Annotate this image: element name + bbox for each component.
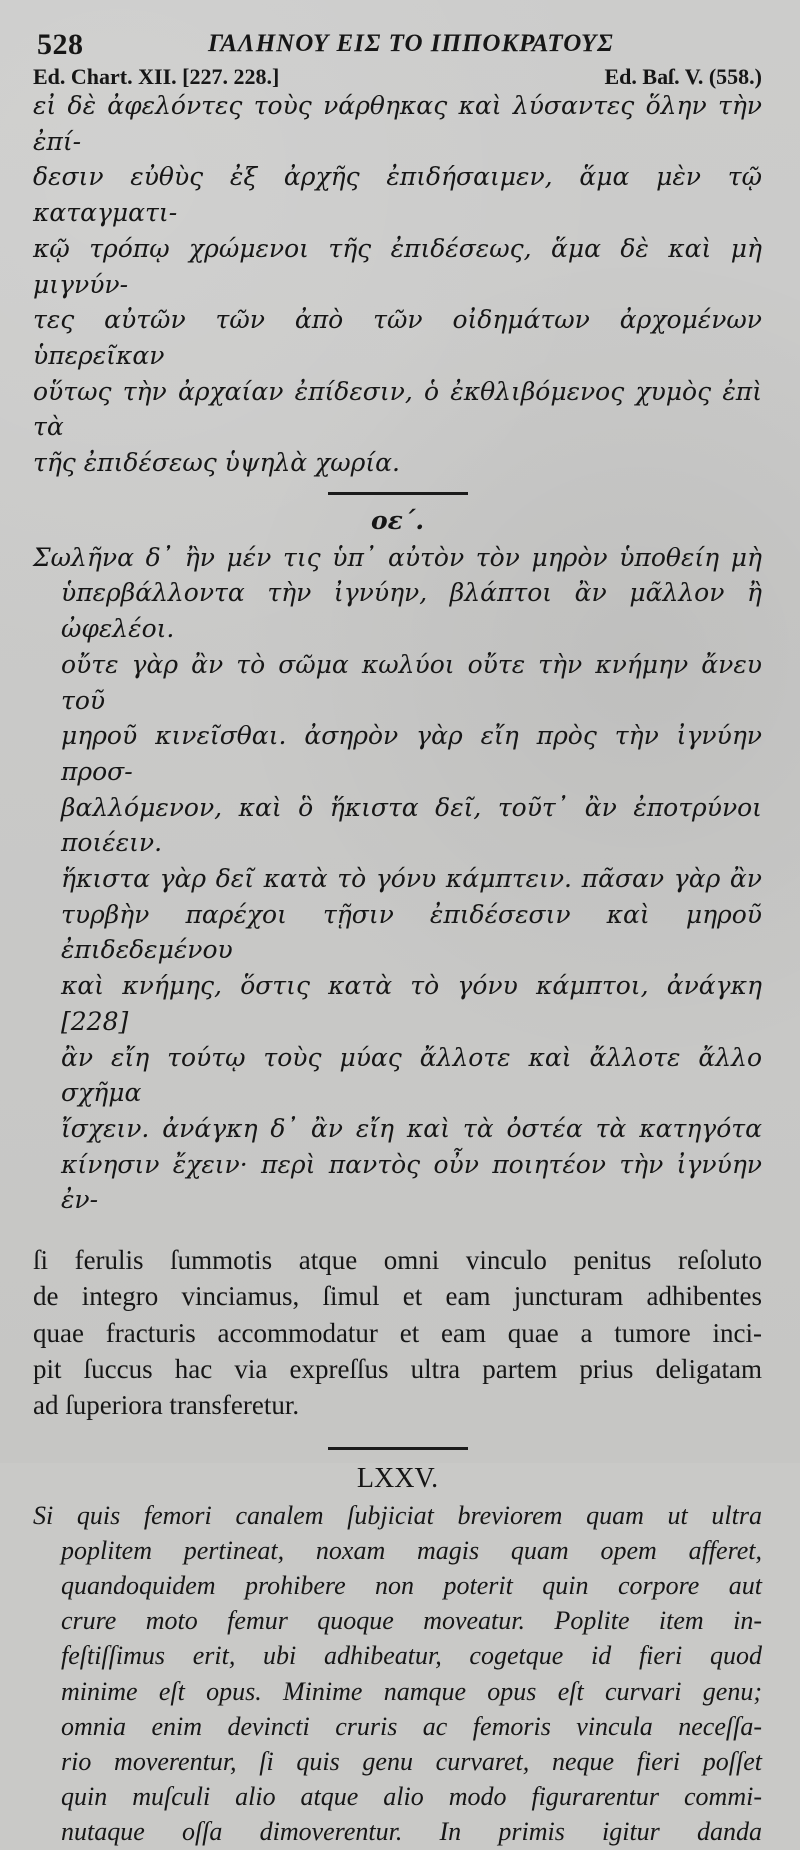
text-line: quin muſculi alio atque alio modo figurarentur commi- xyxy=(61,1782,762,1812)
text-line: quae fracturis accommodatur et eam quae a tumore inci- xyxy=(33,1317,762,1348)
text-line: de integro vinciamus, ſimul et eam juncturam adhibentes xyxy=(33,1281,762,1312)
greek-section-text xyxy=(33,540,762,1218)
edition-left: Ed. Chart. XII. [227. 228.] xyxy=(33,64,280,89)
section-rule xyxy=(328,492,468,495)
page-header xyxy=(33,20,762,60)
text-line: pit ſuccus hac via expreſſus ultra partem prius deligatam xyxy=(33,1353,762,1384)
greek-top-paragraph xyxy=(33,88,762,481)
text-line: minime eſt opus. Minime namque opus eſt curvari genu; xyxy=(61,1676,762,1706)
greek-section-heading: οε΄. xyxy=(370,505,425,535)
latin-section-heading: LXXV. xyxy=(356,1462,439,1494)
text-line: ad ſuperiora transferetur. xyxy=(33,1390,300,1421)
page-number: 528 xyxy=(37,28,84,61)
text-line: poplitem pertineat, noxam magis quam opem afferet, xyxy=(61,1535,762,1565)
text-line: ſi ferulis ſummotis atque omni vinculo penitus reſoluto xyxy=(33,1245,762,1276)
text-line: feſtiſſimus erit, ubi adhibeatur, cogetque id fieri quod xyxy=(61,1641,762,1671)
section-rule xyxy=(328,1447,468,1450)
text-line: ἂν εἴη τούτῳ τοὺς μύας ἄλλοτε καὶ ἄλλοτε ἄλλο σχῆμα xyxy=(61,1042,762,1108)
text-line: εἰ δὲ ἀφελόντες τοὺς νάρθηκας καὶ λύσαντες ὅλην τὴν ἐπί- xyxy=(33,91,762,156)
text-line: βαλλόμενον, καὶ ὃ ἥκιστα δεῖ, τοῦτ᾽ ἂν ἐποτρύνοι ποιέειν. xyxy=(61,792,762,858)
text-line: omnia enim devincti cruris ac femoris vincula neceſſa- xyxy=(61,1711,762,1741)
text-line: Si quis femori canalem ſubjiciat breviorem quam ut ultra xyxy=(33,1500,762,1530)
text-line: δεσιν εὐθὺς ἐξ ἀρχῆς ἐπιδήσαιμεν, ἅμα μὲν τῷ καταγματι- xyxy=(33,162,762,228)
text-line: ὑπερβάλλοντα τὴν ἰγνύην, βλάπτοι ἂν μᾶλλον ἢ ὠφελέοι. xyxy=(61,578,762,644)
text-line: τυρβὴν παρέχοι τῇσιν ἐπιδέσεσιν καὶ μηροῦ ἐπιδεδεμένου xyxy=(61,899,762,965)
text-line: quandoquidem prohibere non poterit quin corpore aut xyxy=(61,1570,762,1600)
edition-line xyxy=(33,60,762,88)
text-line: οὔτε γὰρ ἂν τὸ σῶμα κωλύοι οὔτε τὴν κνήμην ἄνευ τοῦ xyxy=(61,649,762,715)
text-line: crure moto femur quoque moveatur. Poplite item in- xyxy=(61,1606,762,1636)
edition-right: Ed. Baſ. V. (558.) xyxy=(604,64,762,89)
text-line: κῷ τρόπῳ χρώμενοι τῆς ἐπιδέσεως, ἅμα δὲ καὶ μὴ μιγνύν- xyxy=(33,233,762,299)
text-line: μηροῦ κινεῖσθαι. ἀσηρὸν γὰρ εἴη πρὸς τὴν ἰγνύην προσ- xyxy=(61,721,762,786)
text-line: κίνησιν ἔχειν· περὶ παντὸς οὖν ποιητέον τὴν ἰγνύην ἐν- xyxy=(61,1149,762,1215)
latin-top-paragraph xyxy=(33,1242,762,1423)
text-line: ἴσχειν. ἀνάγκη δ᾽ ἂν εἴη καὶ τὰ ὀστέα τὰ κατηγότα xyxy=(61,1113,762,1143)
text-line: οὕτως τὴν ἀρχαίαν ἐπίδεσιν, ὁ ἐκθλιβόμενος χυμὸς ἐπὶ τὰ xyxy=(33,376,762,442)
running-head: ΓΑΛΗΝΟΥ ΕΙΣ ΤΟ ΙΠΠΟΚΡΑΤΟΥΣ xyxy=(208,30,614,57)
text-line: ἥκιστα γὰρ δεῖ κατὰ τὸ γόνυ κάμπτειν. πᾶσαν γὰρ ἂν xyxy=(61,864,762,894)
text-line: Σωλῆνα δ᾽ ἢν μέν τις ὑπ᾽ αὐτὸν τὸν μηρὸν ὑποθείη μὴ xyxy=(33,542,762,572)
text-line: καὶ κνήμης, ὅστις κατὰ τὸ γόνυ κάμπτοι, ἀνάγκη [228] xyxy=(61,971,762,1036)
latin-section-text xyxy=(33,1498,762,1850)
text-line: τες αὐτῶν τῶν ἀπὸ τῶν οἰδημάτων ἀρχομένων ὑπερεῖκαν xyxy=(33,305,762,370)
text-line: rio moverentur, ſi quis genu curvaret, neque fieri poſſet xyxy=(61,1747,762,1776)
text-line: τῆς ἐπιδέσεως ὑψηλὰ χωρία. xyxy=(33,448,401,478)
text-line: nutaque oſſa dimoverentur. In primis igitur danda xyxy=(61,1817,762,1847)
